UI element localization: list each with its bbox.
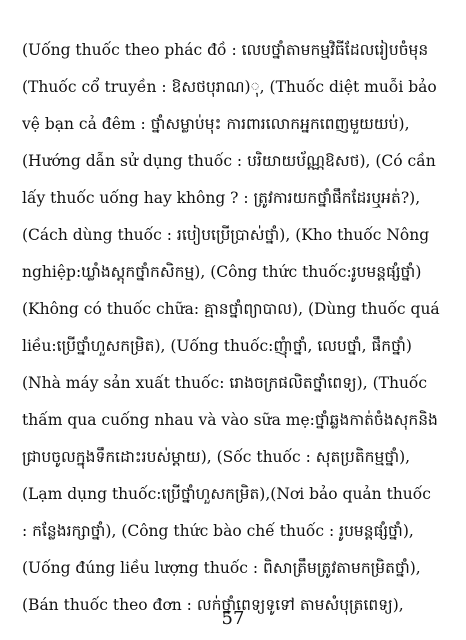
text-line: (Uống thuốc theo phác đồ : លេបថ្នាំតាមកម្មវិធីដែលរៀបចំមុន [22, 41, 429, 59]
text-line: (Lạm dụng thuốc:ប្រើថ្នាំហួសកម្រិត),(Nơi bảo quản thuốc [22, 485, 431, 503]
text-line: lấy thuốc uống hay không ? : ត្រូវការយកថ្នាំផឹកដែរឬអត់?), [22, 189, 421, 207]
text-line: (Bán thuốc theo đơn : លក់ថ្នាំពេទ្យទូទៅ តាមសំបុត្រពេទ្យ), [22, 596, 404, 614]
text-line: (Cách dùng thuốc : របៀបប្រើប្រាស់ថ្នាំ), (Kho thuốc Nông [22, 226, 430, 244]
page-number: 57 [221, 608, 245, 629]
text-line: (Uống đúng liều lượng thuốc : ពិសាត្រឹមត្រូវតាមកម្រិតថ្នាំ), [22, 559, 421, 577]
text-line: thấm qua cuống nhau và vào sữa mẹ:ថ្នាំឆ្លងកាត់ចំងសុកនិង [22, 411, 438, 429]
body-text [22, 32, 446, 624]
text-line: ជ្រាបចូលក្នុងទឹកដោះរបស់ម្តាយ), (Sốc thuốc : សុតប្រតិកម្មថ្នាំ), [22, 448, 411, 466]
text-line: (Không có thuốc chữa: គ្មានថ្នាំព្យាបាល), (Dùng thuốc quá [22, 300, 440, 318]
text-line: liều:ប្រើថ្នាំហួសកម្រិត), (Uống thuốc:ញុំាថ្នាំ, លេបថ្នាំ, ផឹកថ្នាំ) [22, 337, 412, 355]
text-line: : កន្លែងរក្សាថ្នាំ), (Công thức bào chế thuốc : រូបមន្តផ្សំថ្នាំ), [22, 522, 414, 540]
text-line: (Hướng dẫn sử dụng thuốc : បរិយាយប័ណ្ណឱសថ), (Có cần [22, 152, 436, 170]
text-line: (Thuốc cổ truyền : ឱសថបុរាណ)ុ, (Thuốc diệt muỗi bảo [22, 78, 437, 96]
text-line: vệ bạn cả đêm : ថ្នាំសម្លាប់មុះ ការពារលោកអ្នកពេញមួយយប់), [22, 115, 410, 133]
text-line: (Nhà máy sản xuất thuốc: រោងចក្រផលិតថ្នាំពេទ្យ), (Thuốc [22, 374, 428, 392]
text-line: nghiệp:ឃ្លាំងស្តុកថ្នាំកសិកម្ម), (Công thức thuốc:រូបមន្តផ្សំថ្នាំ) [22, 263, 422, 281]
